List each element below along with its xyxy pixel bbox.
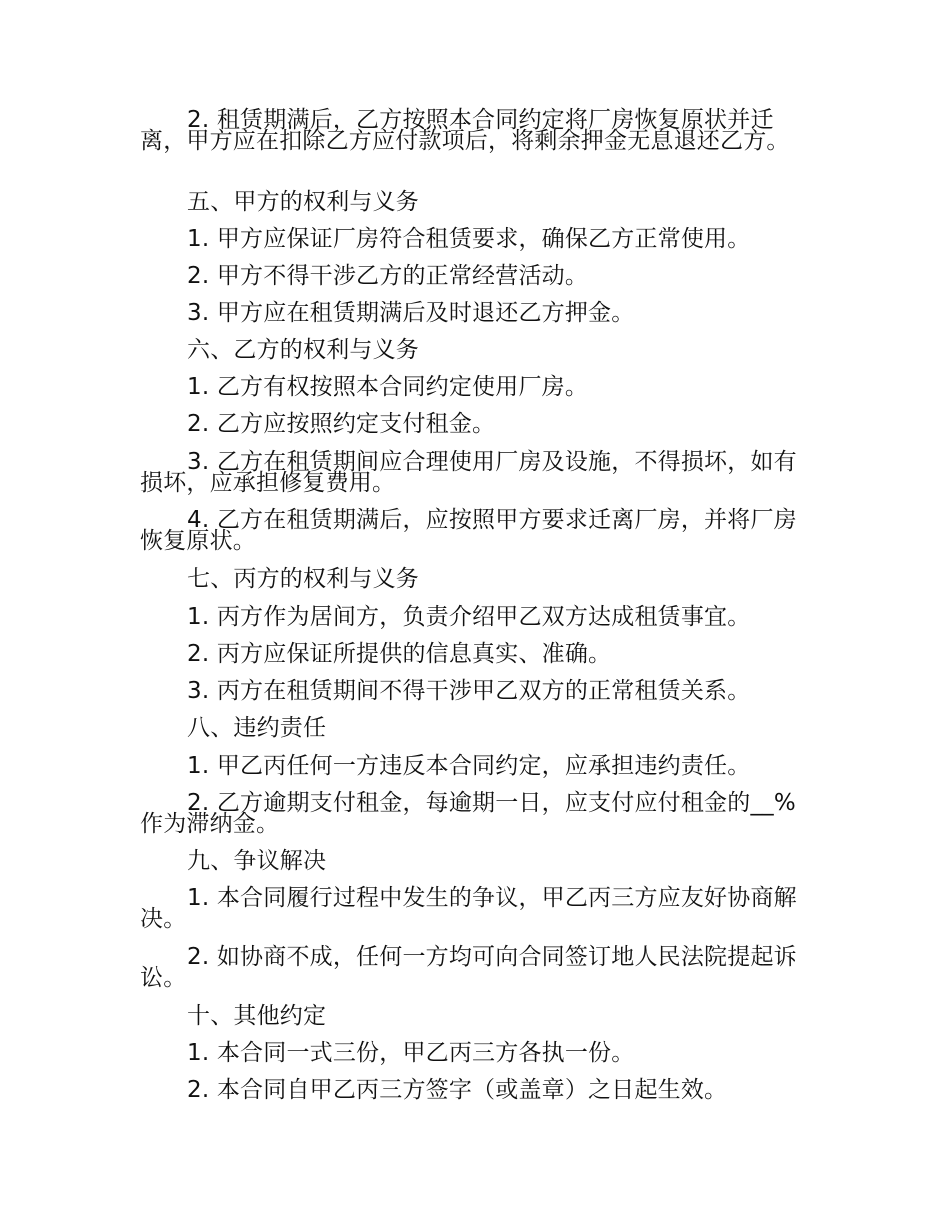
paragraph-party-c-2: 2. 丙方应保证所提供的信息真实、准确。 <box>187 641 612 667</box>
paragraph-breach-1: 1. 甲乙丙任何一方违反本合同约定，应承担违约责任。 <box>187 753 751 779</box>
section-heading-party-c: 七、丙方的权利与义务 <box>187 566 419 592</box>
paragraph-other-1: 1. 本合同一式三份，甲乙丙三方各执一份。 <box>187 1040 635 1066</box>
paragraph-breach-2: 2. 乙方逾期支付租金，每逾期一日，应支付应付租金的__%作为滞纳金。 <box>140 790 796 837</box>
paragraph-party-b-4: 4. 乙方在租赁期满后，应按照甲方要求迁离厂房，并将厂房恢复原状。 <box>140 507 797 554</box>
paragraph-party-b-2: 2. 乙方应按照约定支付租金。 <box>187 411 496 437</box>
paragraph-deposit-refund: 2. 租赁期满后，乙方按照本合同约定将厂房恢复原状并迁离，甲方应在扣除乙方应付款项后，将剩余押金无息退还乙方。 <box>140 107 790 154</box>
paragraph-party-b-3: 3. 乙方在租赁期间应合理使用厂房及设施，不得损坏，如有损坏，应承担修复费用。 <box>140 449 797 496</box>
paragraph-party-b-1: 1. 乙方有权按照本合同约定使用厂房。 <box>187 374 589 400</box>
paragraph-other-2: 2. 本合同自甲乙丙三方签字（或盖章）之日起生效。 <box>187 1077 728 1103</box>
paragraph-dispute-2: 2. 如协商不成，任何一方均可向合同签订地人民法院提起诉讼。 <box>140 944 797 991</box>
paragraph-party-c-1: 1. 丙方作为居间方，负责介绍甲乙双方达成租赁事宜。 <box>187 604 751 630</box>
paragraph-dispute-1: 1. 本合同履行过程中发生的争议，甲乙丙三方应友好协商解决。 <box>140 885 797 932</box>
section-heading-party-a: 五、甲方的权利与义务 <box>187 189 419 215</box>
paragraph-party-a-3: 3. 甲方应在租赁期满后及时退还乙方押金。 <box>187 300 635 326</box>
paragraph-party-c-3: 3. 丙方在租赁期间不得干涉甲乙双方的正常租赁关系。 <box>187 678 751 704</box>
paragraph-party-a-2: 2. 甲方不得干涉乙方的正常经营活动。 <box>187 263 589 289</box>
section-heading-party-b: 六、乙方的权利与义务 <box>187 337 419 363</box>
section-heading-breach: 八、违约责任 <box>187 715 327 741</box>
section-heading-other: 十、其他约定 <box>187 1003 327 1029</box>
paragraph-party-a-1: 1. 甲方应保证厂房符合租赁要求，确保乙方正常使用。 <box>187 226 751 252</box>
section-heading-dispute: 九、争议解决 <box>187 848 327 874</box>
